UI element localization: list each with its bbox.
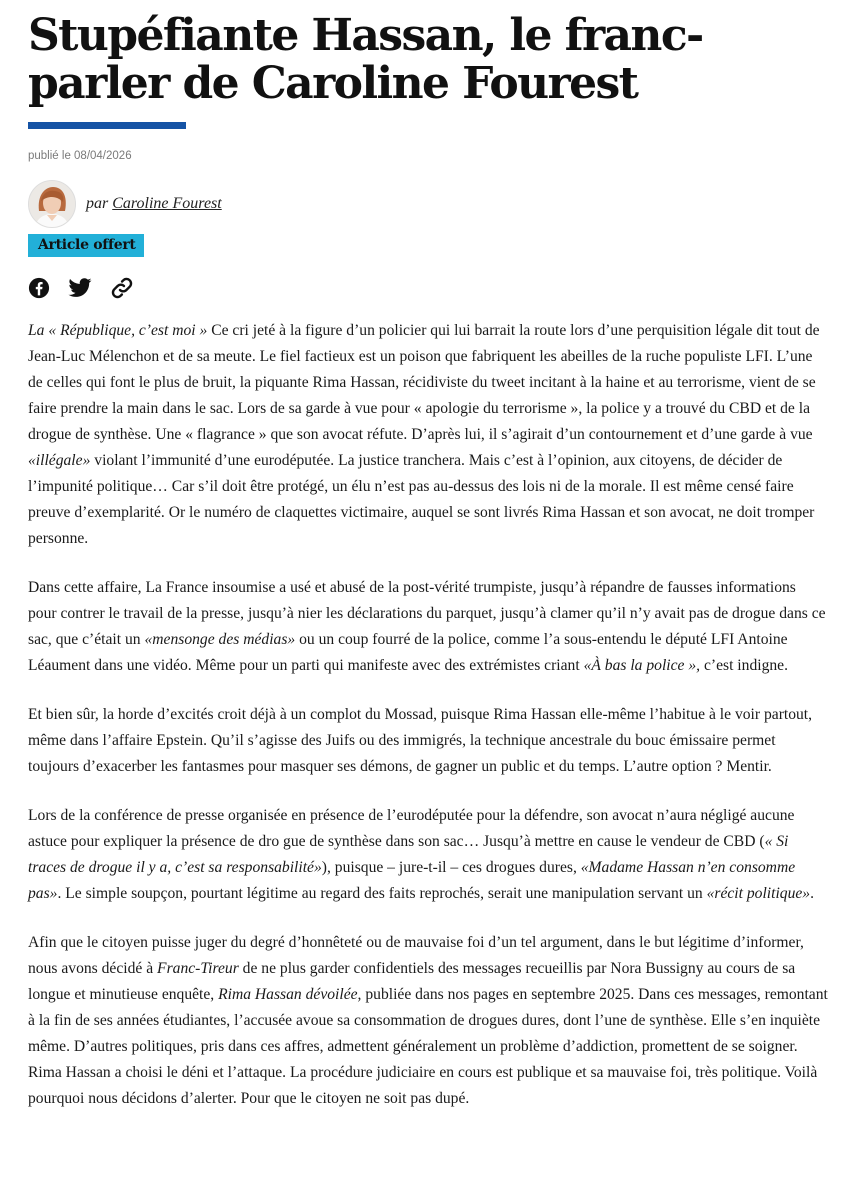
investigation-title: Rima Hassan dévoilée, [218, 986, 362, 1003]
author-link[interactable]: Caroline Fourest [112, 195, 222, 212]
quote-text: «À bas la police », [583, 657, 701, 674]
quote-text: « Si traces de drogue il y a, c’est sa responsabilité» [28, 833, 789, 876]
paragraph-text: . Le simple soupçon, pourtant légitime au regard des faits reprochés, serait une manipulation servant un [57, 885, 707, 902]
article-body [28, 318, 828, 1112]
quote-text: «récit politique» [706, 885, 811, 902]
paragraph-text: publiée dans nos pages en septembre 2025. Dans ces messages, remontant à la fin de ses années étudiantes, l’accusée avoue sa consommation de drogues dures, dont l’une de synthèse. Elle s’en inquiète même. D’autres politiques, pris dans ces affres, admettent généralement un problème d’addiction, promettent de se soigner. Rima Hassan a choisi le déni et l’attaque. La procédure judiciaire en cours est publique et sa mauvaise foi, très politique. Voilà pourquoi nous décidons d’alerter. Pour que le citoyen ne soit pas dupé. [28, 986, 828, 1107]
free-article-badge: Article offert [28, 234, 144, 257]
quote-text: La « République, c’est moi » [28, 322, 208, 339]
byline-prefix: par [86, 195, 113, 212]
publish-date: publié le 08/04/2026 [28, 150, 132, 162]
paragraph-text: de ne plus garder confidentiels des messages recueillis par Nora Bussigny au cours de sa longue et minutieuse enquête, [28, 960, 796, 1003]
quote-text: «Madame Hassan n’en consomme pas» [28, 859, 796, 902]
paragraph-text: c’est indigne. [700, 657, 788, 674]
publication-name: Franc-Tireur [157, 960, 239, 977]
link-icon[interactable] [110, 276, 134, 300]
paragraph [28, 803, 828, 907]
paragraph-text: Dans cette affaire, La France insoumise a usé et abusé de la post-vérité trumpiste, jusqu’à répandre de fausses informations pour contrer le travail de la presse, jusqu’à nier les déclarations du parquet, jusqu’à clamer qu’il n’y avait pas de drogue dans ce sac, que c’était un [28, 579, 826, 648]
quote-text: «illégale» [28, 452, 91, 469]
facebook-icon[interactable] [28, 277, 50, 299]
paragraph-text: violant l’immunité d’une eurodéputée. La justice tranchera. Mais c’est à l’opinion, aux citoyens, de décider de l’impunité politique… Car s’il doit être protégé, un élu n’est pas au-dessus des lois ni de la morale. Il est même censé faire preuve d’exemplarité. Or le numéro de claquettes victimaire, auquel se sont livrés Rima Hassan et son avocat, ne doit tromper personne. [28, 452, 815, 547]
twitter-icon[interactable] [68, 277, 92, 299]
paragraph-text: Ce cri jeté à la figure d’un policier qui lui barrait la route lors d’une perquisition légale dit tout de Jean-Luc Mélenchon et de sa meute. Le fiel factieux est un poison que fabriquent les abeilles de la ruche populiste LFI. L’une de celles qui font le plus de bruit, la piquante Rima Hassan, récidiviste du tweet incitant à la haine et au terrorisme, vient de se faire prendre la main dans le sac. Lors de sa garde à vue pour « apologie du terrorisme », la police y a trouvé du CBD et de la drogue de synthèse. Une « flagrance » que son avocat réfute. D’après lui, il s’agirait d’un contournement et d’une garde à vue [28, 322, 820, 443]
paragraph: Et bien sûr, la horde d’excités croit déjà à un complot du Mossad, puisque Rima Hassan elle-même l’habitue à le voir partout, même dans l’affaire Epstein. Qu’il s’agisse des Juifs ou des immigrés, la technique ancestrale du bouc émissaire permet toujours d’exacerber les fantasmes pour masquer ses démons, de gagner un public et du temps. L’autre option ? Mentir. [28, 706, 813, 775]
author-avatar[interactable] [28, 180, 76, 228]
paragraph-text: Lors de la conférence de presse organisée en présence de l’eurodéputée pour la défendre, son avocat n’aura négligé aucune astuce pour expliquer la présence de dro gue de synthèse dans son sac… Jusqu’à mettre en cause le vendeur de CBD ( [28, 807, 795, 850]
article [28, 12, 828, 1135]
paragraph-text: Afin que le citoyen puisse juger du degré d’honnêteté ou de mauvaise foi d’un tel argument, dans le but légitime d’informer, nous avons décidé à [28, 934, 804, 977]
share-bar [28, 275, 828, 301]
author-row [28, 180, 828, 228]
paragraph-text: . [810, 885, 815, 902]
quote-text: «mensonge des médias» [144, 631, 296, 648]
title-underline [28, 122, 186, 129]
byline [86, 195, 222, 213]
paragraph-text: ou un coup fourré de la police, comme l’a sous-entendu le député LFI Antoine Léaument dans une vidéo. Même pour un parti qui manifeste avec des extrémistes criant [28, 631, 788, 674]
article-title: Stupéfiante Hassan, le franc-parler de Caroline Fourest [28, 10, 703, 109]
paragraph [28, 318, 828, 552]
paragraph [28, 575, 828, 679]
paragraph [28, 930, 828, 1112]
paragraph-text: ), puisque – jure-t-il – ces drogues dures, [321, 859, 581, 876]
